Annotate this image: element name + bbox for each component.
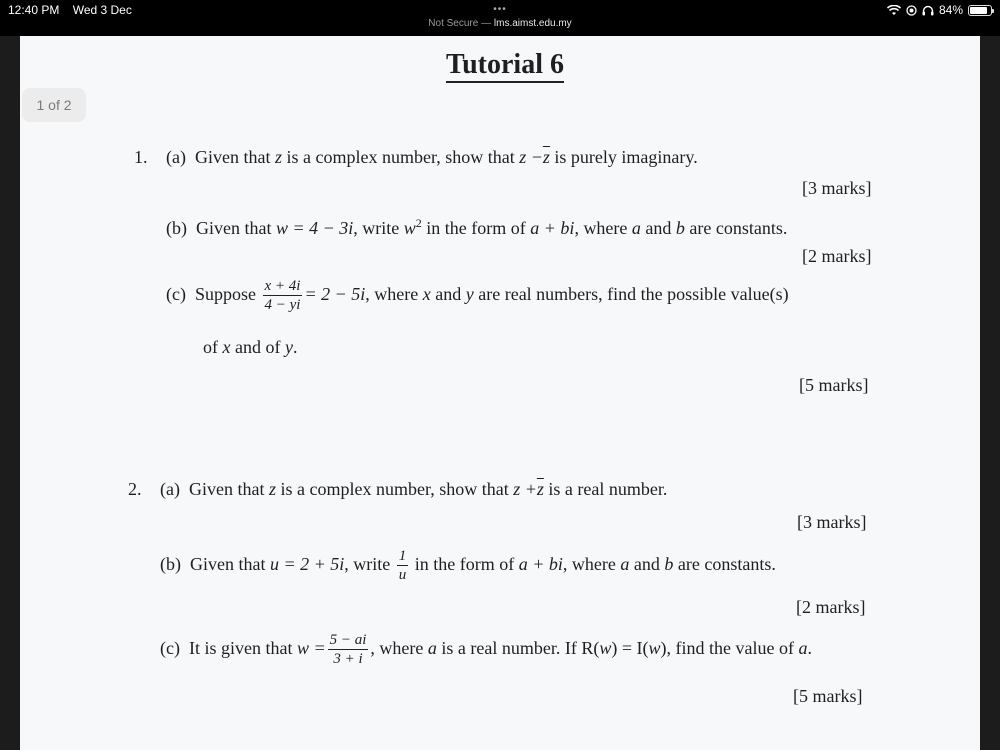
q1b-line	[166, 212, 787, 239]
q2a-conj: $\overline{z}$	[536, 479, 544, 499]
q2b-a: a	[620, 554, 630, 574]
q2b-text3: in the form of	[414, 554, 515, 574]
q1a-label: (a)	[166, 147, 186, 167]
q1b-text4: , where	[574, 218, 628, 238]
document-title: Tutorial 6	[446, 49, 564, 83]
url-domain: lms.aimst.edu.my	[493, 18, 572, 29]
q1b-and: and	[645, 218, 672, 238]
q1c-label: (c)	[166, 284, 186, 304]
q2c-text2: , where	[370, 638, 424, 658]
q2b-b: b	[664, 554, 674, 574]
q1b-label: (b)	[166, 218, 187, 238]
pdf-page	[20, 36, 980, 750]
q1b-form: a + bi	[530, 218, 575, 238]
q2c-num: 5 − ai	[329, 632, 367, 649]
headphones-icon	[922, 5, 934, 16]
q2c-line	[160, 628, 812, 668]
q1c-eq: = 2 − 5i	[304, 284, 366, 304]
q1b-text3: in the form of	[426, 218, 526, 238]
q1b-text2: , write	[353, 218, 400, 238]
q1c-line2c: .	[292, 337, 298, 357]
q1a-line	[166, 146, 698, 168]
q2c-label: (c)	[160, 638, 180, 658]
q2c-den: 3 + i	[333, 651, 363, 668]
tab-menu-dots[interactable]: •••	[493, 4, 507, 15]
status-date: Wed 3 Dec	[72, 3, 132, 17]
q2c-a2: a	[798, 638, 808, 658]
q2c-text3: is a real number. If R(	[441, 638, 600, 658]
q2c-w: w =	[296, 638, 326, 658]
q1a-text2: is a complex number, show that	[286, 147, 515, 167]
q2b-text1: Given that	[190, 554, 266, 574]
q2b-and: and	[633, 554, 660, 574]
q1c-text2: , where	[365, 284, 419, 304]
q2c-text1: It is given that	[188, 638, 293, 658]
q2a-line	[160, 478, 667, 500]
q2c-marks: [5 marks]	[793, 686, 863, 706]
q1a-var: z	[274, 147, 282, 167]
security-label: Not Secure —	[428, 18, 492, 29]
address-bar[interactable]	[0, 18, 1000, 29]
q1b-a: a	[631, 218, 641, 238]
q2c-fraction	[328, 631, 369, 668]
q2b-text2: , write	[344, 554, 391, 574]
q1a-marks: [3 marks]	[802, 178, 872, 198]
q1c-line2	[203, 336, 297, 358]
q2b-den: u	[398, 567, 407, 584]
q2a-var: z	[268, 479, 276, 499]
q1b-text1: Given that	[196, 218, 272, 238]
q2c-text5: ), find the value of	[660, 638, 794, 658]
q1c-text3: are real numbers, find the possible value(s)	[478, 284, 789, 304]
q2b-text4: , where	[562, 554, 616, 574]
q2b-num: 1	[398, 548, 407, 565]
status-time: 12:40 PM	[8, 3, 60, 17]
q1c-marks: [5 marks]	[799, 375, 869, 395]
q1c-line2x: x	[222, 337, 231, 357]
q2c-text4: ) = I(	[611, 638, 649, 658]
location-icon	[906, 5, 917, 16]
q2c-w2: w	[599, 638, 612, 658]
q1b-w: w	[403, 218, 416, 238]
q1c-x: x	[422, 284, 431, 304]
q2b-marks: [2 marks]	[796, 597, 866, 617]
q1c-line2b: and of	[235, 337, 281, 357]
page-indicator: 1 of 2	[22, 88, 86, 122]
q2a-expr: z +	[513, 479, 537, 499]
q1c-fraction	[263, 277, 303, 314]
q1c-line	[166, 276, 789, 314]
q1c-y: y	[465, 284, 474, 304]
q1b-b: b	[675, 218, 685, 238]
q1b-expr: w = 4 − 3i	[275, 218, 354, 238]
q2a-text3: is a real number.	[548, 479, 668, 499]
q1a-conj: $\overline{z}$	[542, 147, 550, 167]
status-bar	[0, 0, 1000, 36]
q1b-text5: are constants.	[689, 218, 788, 238]
q2b-expr: u = 2 + 5i	[269, 554, 345, 574]
q2c-a: a	[427, 638, 437, 658]
q1-number: 1.	[134, 147, 148, 167]
q2b-text5: are constants.	[677, 554, 776, 574]
q1a-text1: Given that	[194, 147, 271, 167]
q2a-text1: Given that	[188, 479, 265, 499]
q2b-fraction	[397, 547, 409, 584]
q2c-w3: w	[648, 638, 661, 658]
q2c-dot: .	[807, 638, 812, 658]
battery-fill	[970, 7, 987, 14]
wifi-icon	[887, 5, 901, 16]
q1b-marks: [2 marks]	[802, 246, 872, 266]
q2a-marks: [3 marks]	[797, 512, 867, 532]
q1b-sup: 2	[415, 216, 422, 230]
q2b-form: a + bi	[518, 554, 563, 574]
battery-percent: 84%	[938, 3, 963, 17]
q2a-text2: is a complex number, show that	[280, 479, 509, 499]
pdf-viewer[interactable]	[0, 36, 1000, 750]
q1c-and: and	[435, 284, 462, 304]
q1a-expr: z −	[519, 147, 543, 167]
q1c-line2a: of	[203, 337, 218, 357]
q2b-label: (b)	[160, 554, 181, 574]
q2-number: 2.	[128, 479, 142, 499]
q1c-text1: Suppose	[194, 284, 256, 304]
q2b-line	[160, 544, 776, 584]
q1c-line2y: y	[284, 337, 293, 357]
q1a-text3: is purely imaginary.	[554, 147, 698, 167]
q1c-den: 4 − yi	[264, 297, 301, 314]
q2a-label: (a)	[160, 479, 180, 499]
q1c-num: x + 4i	[264, 278, 301, 295]
status-right	[887, 3, 992, 17]
battery-icon	[968, 5, 992, 16]
